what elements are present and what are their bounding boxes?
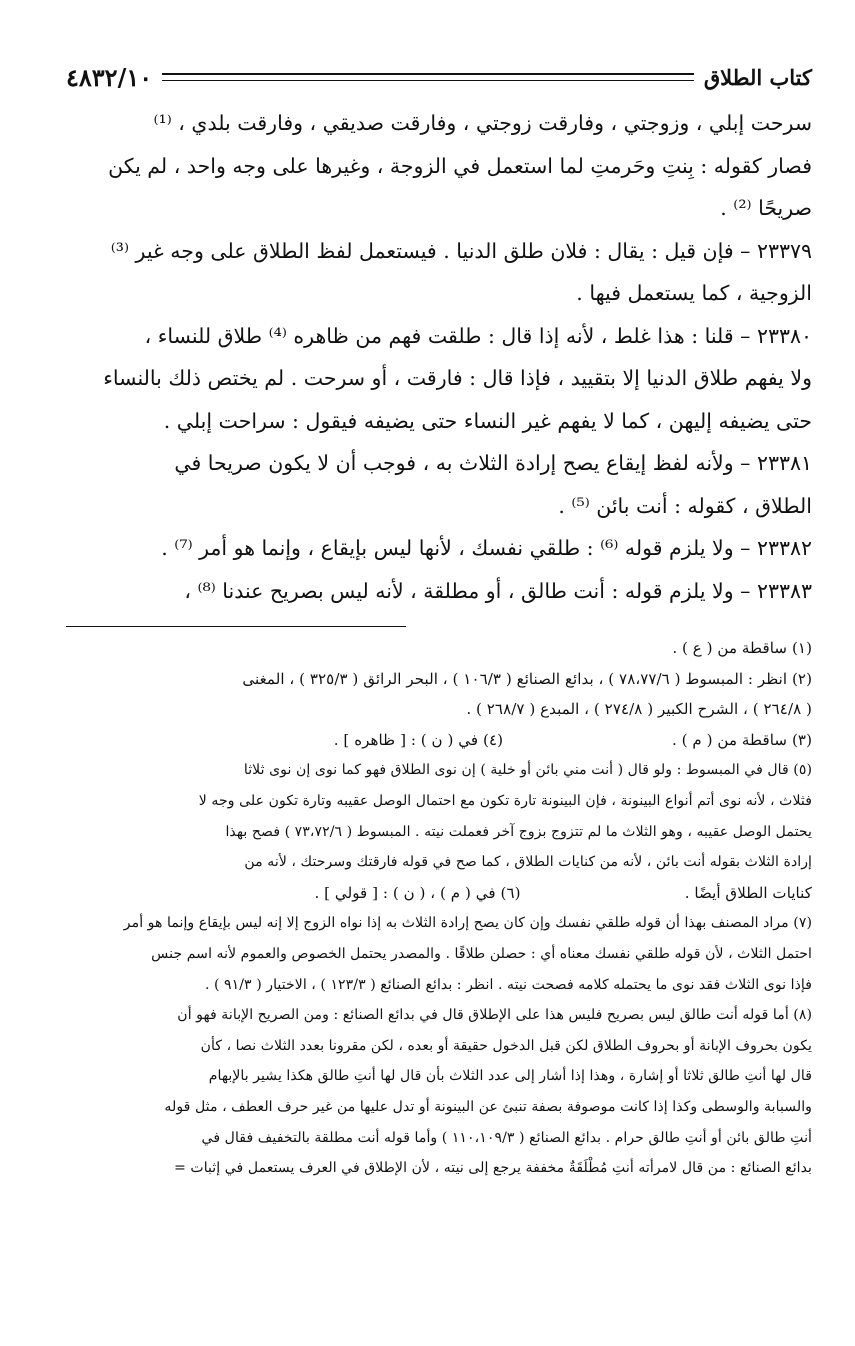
footnote-line-4: (٣) ساقطة من ( م ) . (٤) في ( ن ) : [ ظاهره ] .: [333, 730, 812, 749]
footnote-line-10: (٧) مراد المصنف بهذا أن قوله طلقي نفسك وإن كان يصح إرادة الثلاث به إذا نواه الزوج إلا إنه ليس بإيقاع وإنما هو أمر: [123, 915, 812, 932]
footnote-line-9: كنايات الطلاق أيضًا . (٦) في ( م ) ، ( ن ) : [ قولي ] .: [314, 883, 812, 902]
footnote-line-6: فثلاث ، لأنه نوى أتم أنواع البينونة ، فإن البينونة تارة تكون مع احتمال الوصل عقيبه وتارة تكون على وجه لا: [198, 792, 812, 809]
footnote-line-7: يحتمل الوصل عقيبه ، وهو الثلاث ما لم تتزوج بزوج آخر فعملت نيته . المبسوط ( ٧٣،٧٢/٦ ) فصح بهذا: [225, 823, 812, 840]
footnote-line-11: احتمل الثلاث ، لأن قوله طلقي نفسك معناه أي : حصلن طلاقًا . والمصدر يحتمل الخصوص والعموم لأنه اسم جنس: [151, 945, 812, 962]
footnote-line-5: (٥) قال في المبسوط : ولو قال ( أنت مني بائن أو خلية ) إن نوى الطلاق فهو كما نوى إن نوى ثلاثا: [243, 762, 812, 779]
footnote-line-13: (٨) أما قوله أنت طالق ليس بصريح فليس هذا على الإطلاق قال في بدائع الصنائع : ومن الصريح الإبانة فهو أن: [177, 1007, 812, 1024]
document-page: [66, 60, 812, 1184]
main-line-8: حتى يضيفه إليهن ، كما لا يفهم غير النساء حتى يضيفه فيقول : سراحت إبلي .: [163, 408, 812, 433]
main-line-6: ٢٣٣٨٠ – قلنا : هذا غلط ، لأنه إذا قال : طلقت فهم من ظاهره ⁽⁴⁾ طلاق للنساء ،: [144, 323, 812, 348]
footnote-line-18: بدائع الصنائع : من قال لامرأته أنتِ مُطْلَقَةٌ مخففة يرجع إلى نيته ، لأن الإطلاق في العرف يستعمل في إثبات =: [173, 1160, 812, 1177]
footnote-line-1: (١) ساقطة من ( ع ) .: [672, 639, 812, 657]
main-line-5: الزوجية ، كما يستعمل فيها .: [576, 281, 812, 305]
main-line-9: ٢٣٣٨١ – ولأنه لفظ إيقاع يصح إرادة الثلاث به ، فوجب أن لا يكون صريحا في: [174, 451, 812, 475]
footnote-line-2: (٢) انظر : المبسوط ( ٧٨،٧٧/٦ ) ، بدائع الصنائع ( ١٠٦/٣ ) ، البحر الرائق ( ٣٢٥/٣ ) ، المغنى: [242, 669, 812, 688]
book-title: كتاب الطلاق: [703, 64, 812, 90]
main-line-7: ولا يفهم طلاق الدنيا إلا بتقييد ، فإذا قال : فارقت ، أو سرحت . لم يختص ذلك بالنساء: [103, 366, 812, 390]
footnote-line-3: ( ٢٦٤/٨ ) ، الشرح الكبير ( ٢٧٤/٨ ) ، المبدع ( ٢٦٨/٧ ) .: [466, 700, 812, 719]
page-header: [66, 60, 812, 94]
footnote-line-15: قال لها أنتِ طالق ثلاثا أو إشارة ، وهذا إذا أشار إلى عدد الثلاث بأن قال لها أنتِ طالق هكذا يشير بالإبهام: [208, 1068, 812, 1085]
main-line-1: سرحت إبلي ، وزوجتي ، وفارقت زوجتي ، وفارقت صديقي ، وفارقت بلدي ، ⁽¹⁾: [153, 111, 812, 135]
main-line-12: ٢٣٣٨٣ – ولا يلزم قوله : أنت طالق ، أو مطلقة ، لأنه ليس بصريح عندنا ⁽⁸⁾ ،: [184, 578, 812, 603]
footnotes: [66, 633, 812, 1184]
main-line-11: ٢٣٣٨٢ – ولا يلزم قوله ⁽⁶⁾ : طلقي نفسك ، لأنها ليس بإيقاع ، وإنما هو أمر ⁽⁷⁾ .: [161, 536, 812, 560]
main-line-10: الطلاق ، كقوله : أنت بائن ⁽⁵⁾ .: [558, 493, 812, 518]
footnote-line-16: والسبابة والوسطى وكذا إذا كانت موصوفة بصفة تنبئ عن البينونة أو تدل عليها من غير حرف العطف ، مثل قوله: [164, 1098, 812, 1115]
footnote-separator: [66, 626, 406, 627]
main-line-2: فصار كقوله : بِنتِ وحَرمتِ لما استعمل في الزوجة ، وغيرها على وجه واحد ، لم يكن: [108, 153, 812, 178]
main-line-4: ٢٣٣٧٩ – فإن قيل : يقال : فلان طلق الدنيا . فيستعمل لفظ الطلاق على وجه غير ⁽³⁾: [110, 238, 812, 263]
main-line-3: صريحًا ⁽²⁾ .: [720, 196, 812, 220]
footnote-line-17: أنتِ طالق بائن أو أنتِ طالق حرام . بدائع الصنائع ( ١١٠،١٠٩/٣ ) وأما قوله أنت مطلقة بالتخفيف فقال في: [201, 1129, 812, 1146]
footnote-line-8: إرادة الثلاث بقوله أنت بائن ، لأنه من كنايات الطلاق ، كما صح في قوله فارقتك وسرحتك ، لأنه من: [244, 854, 812, 871]
main-text: [66, 102, 812, 612]
footnote-line-12: فإذا نوى الثلاث فقد نوى ما يحتمله كلامه فصحت نيته . انظر : بدائع الصنائع ( ١٢٣/٣ ) ، الاختيار ( ٩١/٣ ) .: [204, 976, 812, 993]
page-number: ٤٨٣٢/١٠: [66, 62, 153, 92]
footnote-line-14: يكون بحروف الإبانة أو بحروف الطلاق لكن قبل الدخول حقيقة أو بعده ، لكن مقرونا بعدد الثلاث نصا ، كأن: [200, 1037, 812, 1054]
header-rule: [162, 73, 694, 81]
